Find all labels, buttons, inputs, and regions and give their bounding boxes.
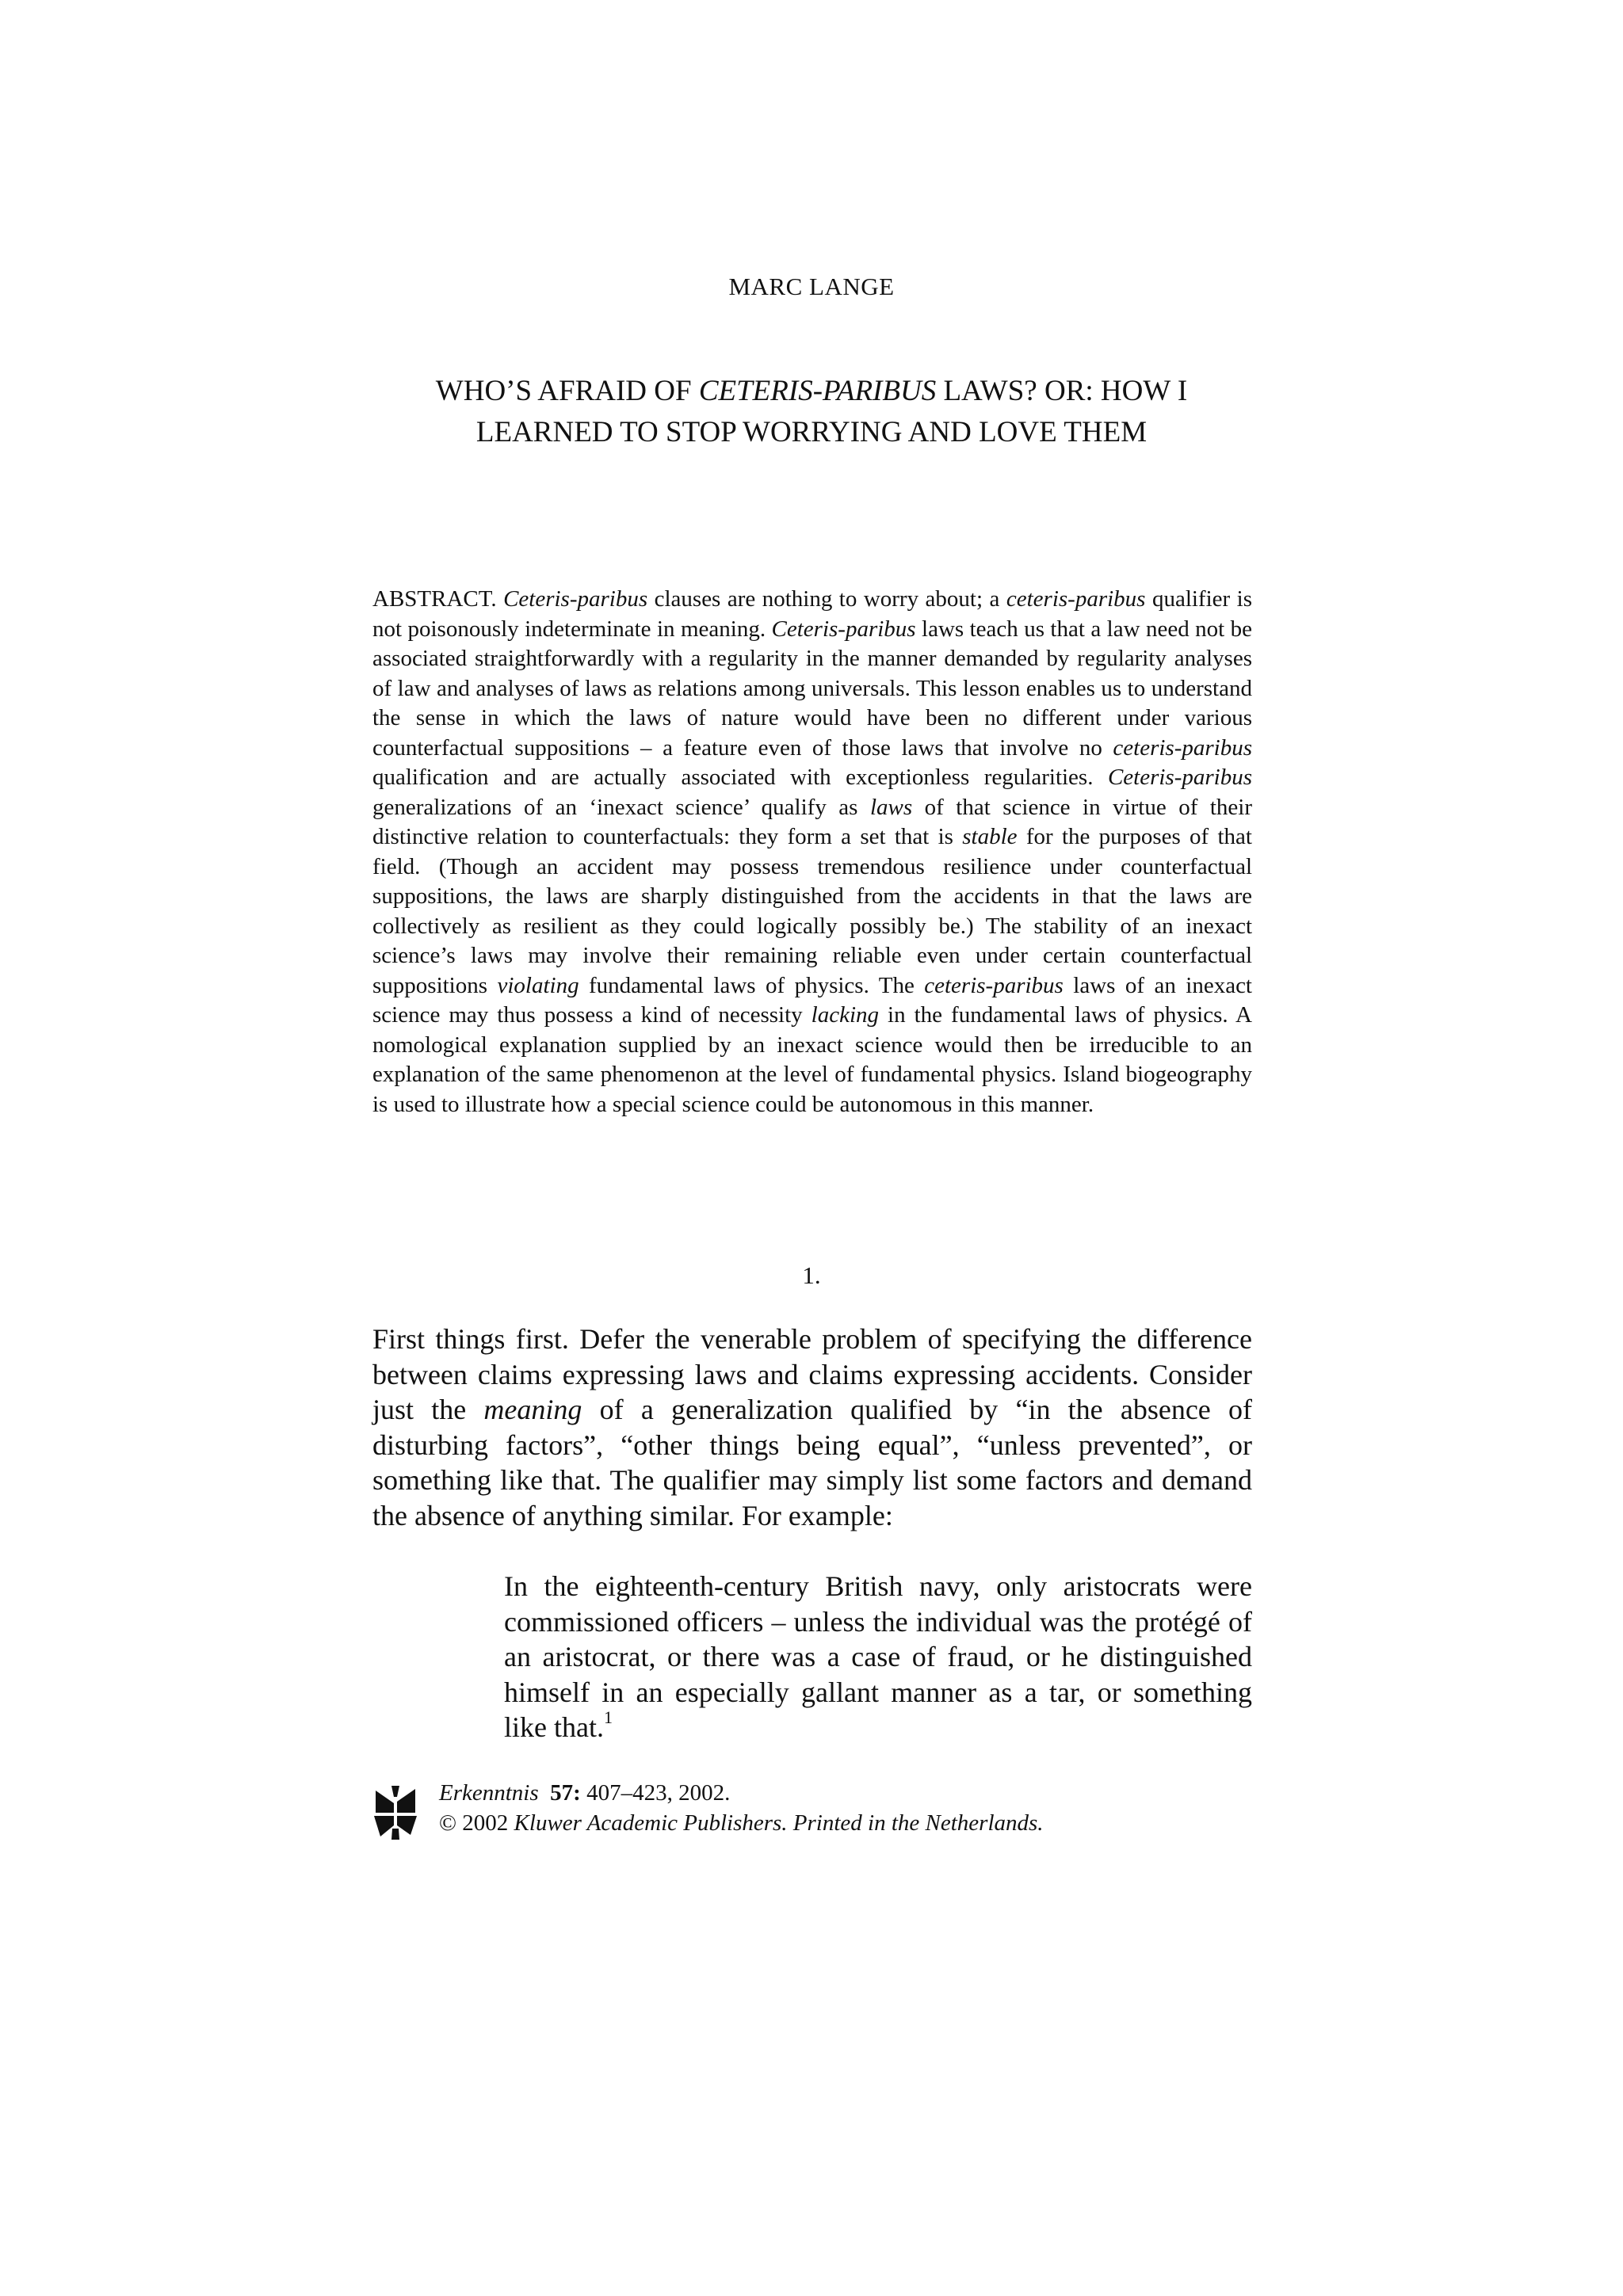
abstract-segment-italic: ceteris-paribus — [1006, 586, 1146, 612]
author-name: MARC LANGE — [728, 273, 895, 300]
paper-title — [396, 371, 1227, 453]
footnote-mark[interactable]: 1 — [603, 1707, 613, 1727]
abstract-label: ABSTRACT. — [372, 586, 497, 612]
abstract-segment-italic: laws — [869, 794, 913, 820]
footer-text — [439, 1778, 1044, 1838]
abstract-segment-text: qualifier is not poisonously indeterminate in meaning. — [372, 586, 1252, 642]
block-quote — [504, 1569, 1252, 1745]
abstract-segment-italic: Ceteris-paribus — [1107, 765, 1252, 790]
section-number: 1. — [802, 1261, 821, 1289]
abstract-segment-text: for the purposes of that field. (Though an accident may possess tremendous resilience under counterfactual suppositions, the laws are sharply distinguished from the accidents in that the laws are collectively as resilient as they could logically possibly be.) The stability of an inexact science’s laws may involve their remaining reliable even under certain counterfactual suppositions — [372, 824, 1252, 998]
journal-pages-year: 407–423, 2002. — [580, 1780, 731, 1806]
abstract-segment-text: qualification and are actually associated with exceptionless regularities. — [372, 765, 1108, 790]
abstract-segment-italic: lacking — [811, 1002, 880, 1028]
abstract-segment-italic: Ceteris-paribus — [503, 586, 648, 612]
abstract-segment-text: laws of an inexact science may thus possess a kind of necessity — [372, 972, 1252, 1028]
quote-text: In the eighteenth-century British navy, only aristocrats were commissioned officers – unless the individual was the protégé of an aristocrat, or there was a case of fraud, or he distinguished himself in an especially gallant manner as a tar, or something like that. — [504, 1570, 1252, 1743]
body-segment-text: of a generalization qualified by “in the absence of disturbing factors”, “other things being equal”, “unless prevented”, or something like that. The qualifier may simply list some factors and demand the absence of anything similar. For example: — [372, 1394, 1252, 1531]
abstract-segment-text: in the fundamental laws of physics. A nomological explanation supplied by an inexact science would then be irreducible to an explanation of the same phenomenon at the level of fundamental physics. Island biogeography is used to illustrate how a special science could be autonomous in this manner. — [372, 1002, 1252, 1117]
abstract-segment-italic: violating — [497, 972, 579, 998]
body-segment-text: First things first. Defer the venerable problem of specifying the difference between claims expressing laws and claims expressing accidents. Consider just the — [372, 1323, 1252, 1425]
abstract-segment-text: generalizations of an ‘inexact science’ qualify as — [372, 794, 870, 820]
title-line1-italic: CETERIS-PARIBUS — [698, 375, 937, 407]
abstract-text — [372, 586, 1252, 1117]
copyright-line: © 2002 — [439, 1810, 514, 1836]
abstract-segment-text: clauses are nothing to worry about; a — [647, 586, 1006, 612]
title-line2: LEARNED TO STOP WORRYING AND LOVE THEM — [475, 416, 1148, 448]
journal-volume: 57: — [550, 1780, 581, 1806]
abstract-segment-italic: ceteris-paribus — [1113, 734, 1252, 761]
body-paragraph — [372, 1322, 1252, 1533]
abstract-segment-text — [497, 586, 503, 612]
publisher-line: Kluwer Academic Publishers. Printed in the Netherlands. — [514, 1810, 1044, 1836]
title-line1-post: LAWS? OR: HOW I — [936, 375, 1188, 407]
body-segment-italic: meaning — [483, 1394, 582, 1425]
abstract-segment-text: fundamental laws of physics. The — [579, 972, 925, 998]
abstract-segment-italic: stable — [962, 824, 1018, 849]
abstract-segment-text: laws teach us that a law need not be associated straightforwardly with a regularity in the manner demanded by regularity analyses of law and analyses of laws as relations among universals. This lesson enables us to understand the sense in which the laws of nature would have been no different under various counterfactual suppositions – a feature even of those laws that involve no — [372, 616, 1253, 761]
abstract-segment-text: of that science in virtue of their distinctive relation to counterfactuals: they form a set that is — [372, 794, 1252, 849]
abstract-segment-italic: Ceteris-paribus — [771, 616, 916, 642]
publisher-logo-icon — [372, 1786, 418, 1840]
journal-name: Erkenntnis — [439, 1780, 539, 1806]
publication-footer — [372, 1778, 1252, 1849]
abstract-segment-italic: ceteris-paribus — [924, 972, 1064, 998]
abstract — [372, 585, 1252, 1119]
title-line1-pre: WHO’S AFRAID OF — [435, 375, 699, 407]
